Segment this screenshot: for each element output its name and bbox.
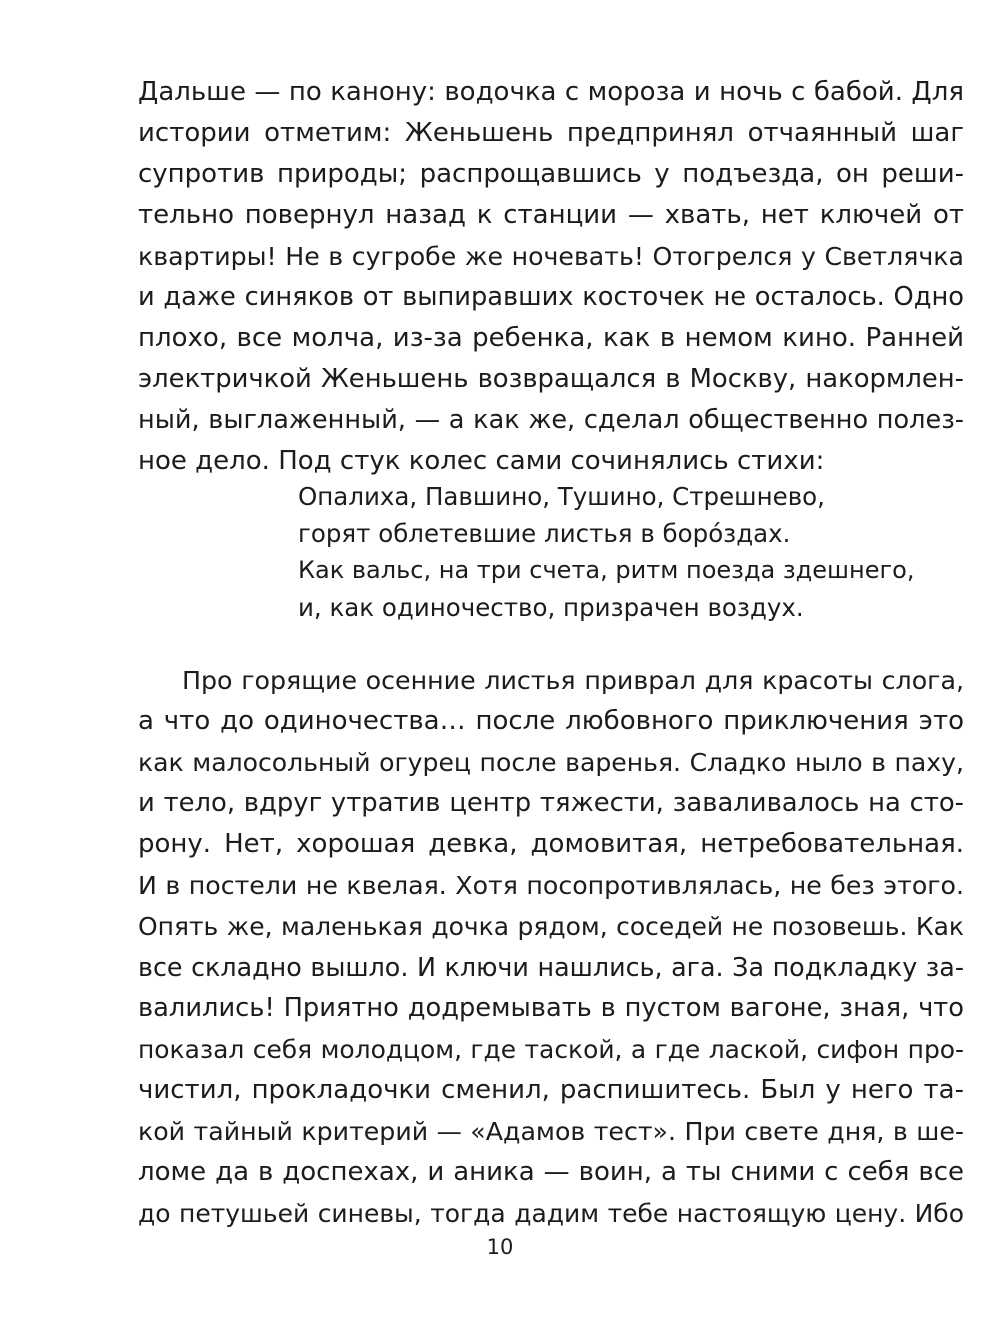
text-line: как малосольный огурец после варенья. Сладко ныло в паху, [138,748,964,777]
page-number: 10 [486,1235,514,1259]
text-line: супротив природы; распрощавшись у подъезда, он реши- [138,159,964,189]
text-line: Опять же, маленькая дочка рядом, соседей не позовешь. Как [138,912,964,941]
text-line: квартиры! Не в сугробе же ночевать! Отогрелся у Светлячка [138,242,964,271]
text-line: чистил, прокладочки сменил, распишитесь. Был у него та- [138,1075,964,1105]
poem-line: и, как одиночество, призрачен воздух. [298,593,804,622]
text-line: до петушьей синевы, тогда дадим тебе настоящую цену. Ибо [138,1199,964,1228]
text-line: истории отметим: Женьшень предпринял отчаянный шаг [138,118,964,148]
poem-line: Как вальс, на три счета, ритм поезда здешнего, [298,556,915,584]
text-line: Дальше — по канону: водочка с мороза и ночь с бабой. Для [138,77,964,107]
poem-stanza [298,478,918,626]
text-line: И в постели не квелая. Хотя посопротивлялась, не без этого. [138,871,964,900]
text-line: и тело, вдруг утратив центр тяжести, заваливалось на сто- [138,788,964,818]
text-line: все складно вышло. И ключи нашлись, ага. За подкладку за- [138,952,964,982]
poem-line: горят облетевшие листья в боро́здах. [298,519,791,548]
text-line: валились! Приятно додремывать в пустом вагоне, зная, что [138,993,964,1023]
text-line: электричкой Женьшень возвращался в Москву, накормлен- [138,364,964,394]
poem-line: Опалиха, Павшино, Тушино, Стрешнево, [298,482,825,511]
text-line: ломе да в доспехах, и аника — воин, а ты сними с себя все [138,1157,964,1187]
text-line: а что до одиночества… после любовного приключения это [138,706,964,736]
text-line: тельно повернул назад к станции — хвать, нет ключей от [138,200,964,230]
text-line: ный, выглаженный, — а как же, сделал общественно полез- [138,405,964,435]
paragraph-1 [138,72,964,482]
paragraph-2 [138,660,964,1234]
text-line: плохо, все молча, из-за ребенка, как в немом кино. Ранней [138,323,964,353]
text-line: показал себя молодцом, где таской, а где лаской, сифон про- [138,1035,964,1064]
text-line: рону. Нет, хорошая девка, домовитая, нетребовательная. [138,829,964,859]
text-line: ное дело. Под стук колес сами сочинялись стихи: [138,446,825,476]
text-line: кой тайный критерий — «Адамов тест». При свете дня, в ше- [138,1117,964,1146]
text-line: Про горящие осенние листья приврал для красоты слога, [182,666,964,695]
text-line: и даже синяков от выпиравших косточек не осталось. Одно [138,282,964,312]
